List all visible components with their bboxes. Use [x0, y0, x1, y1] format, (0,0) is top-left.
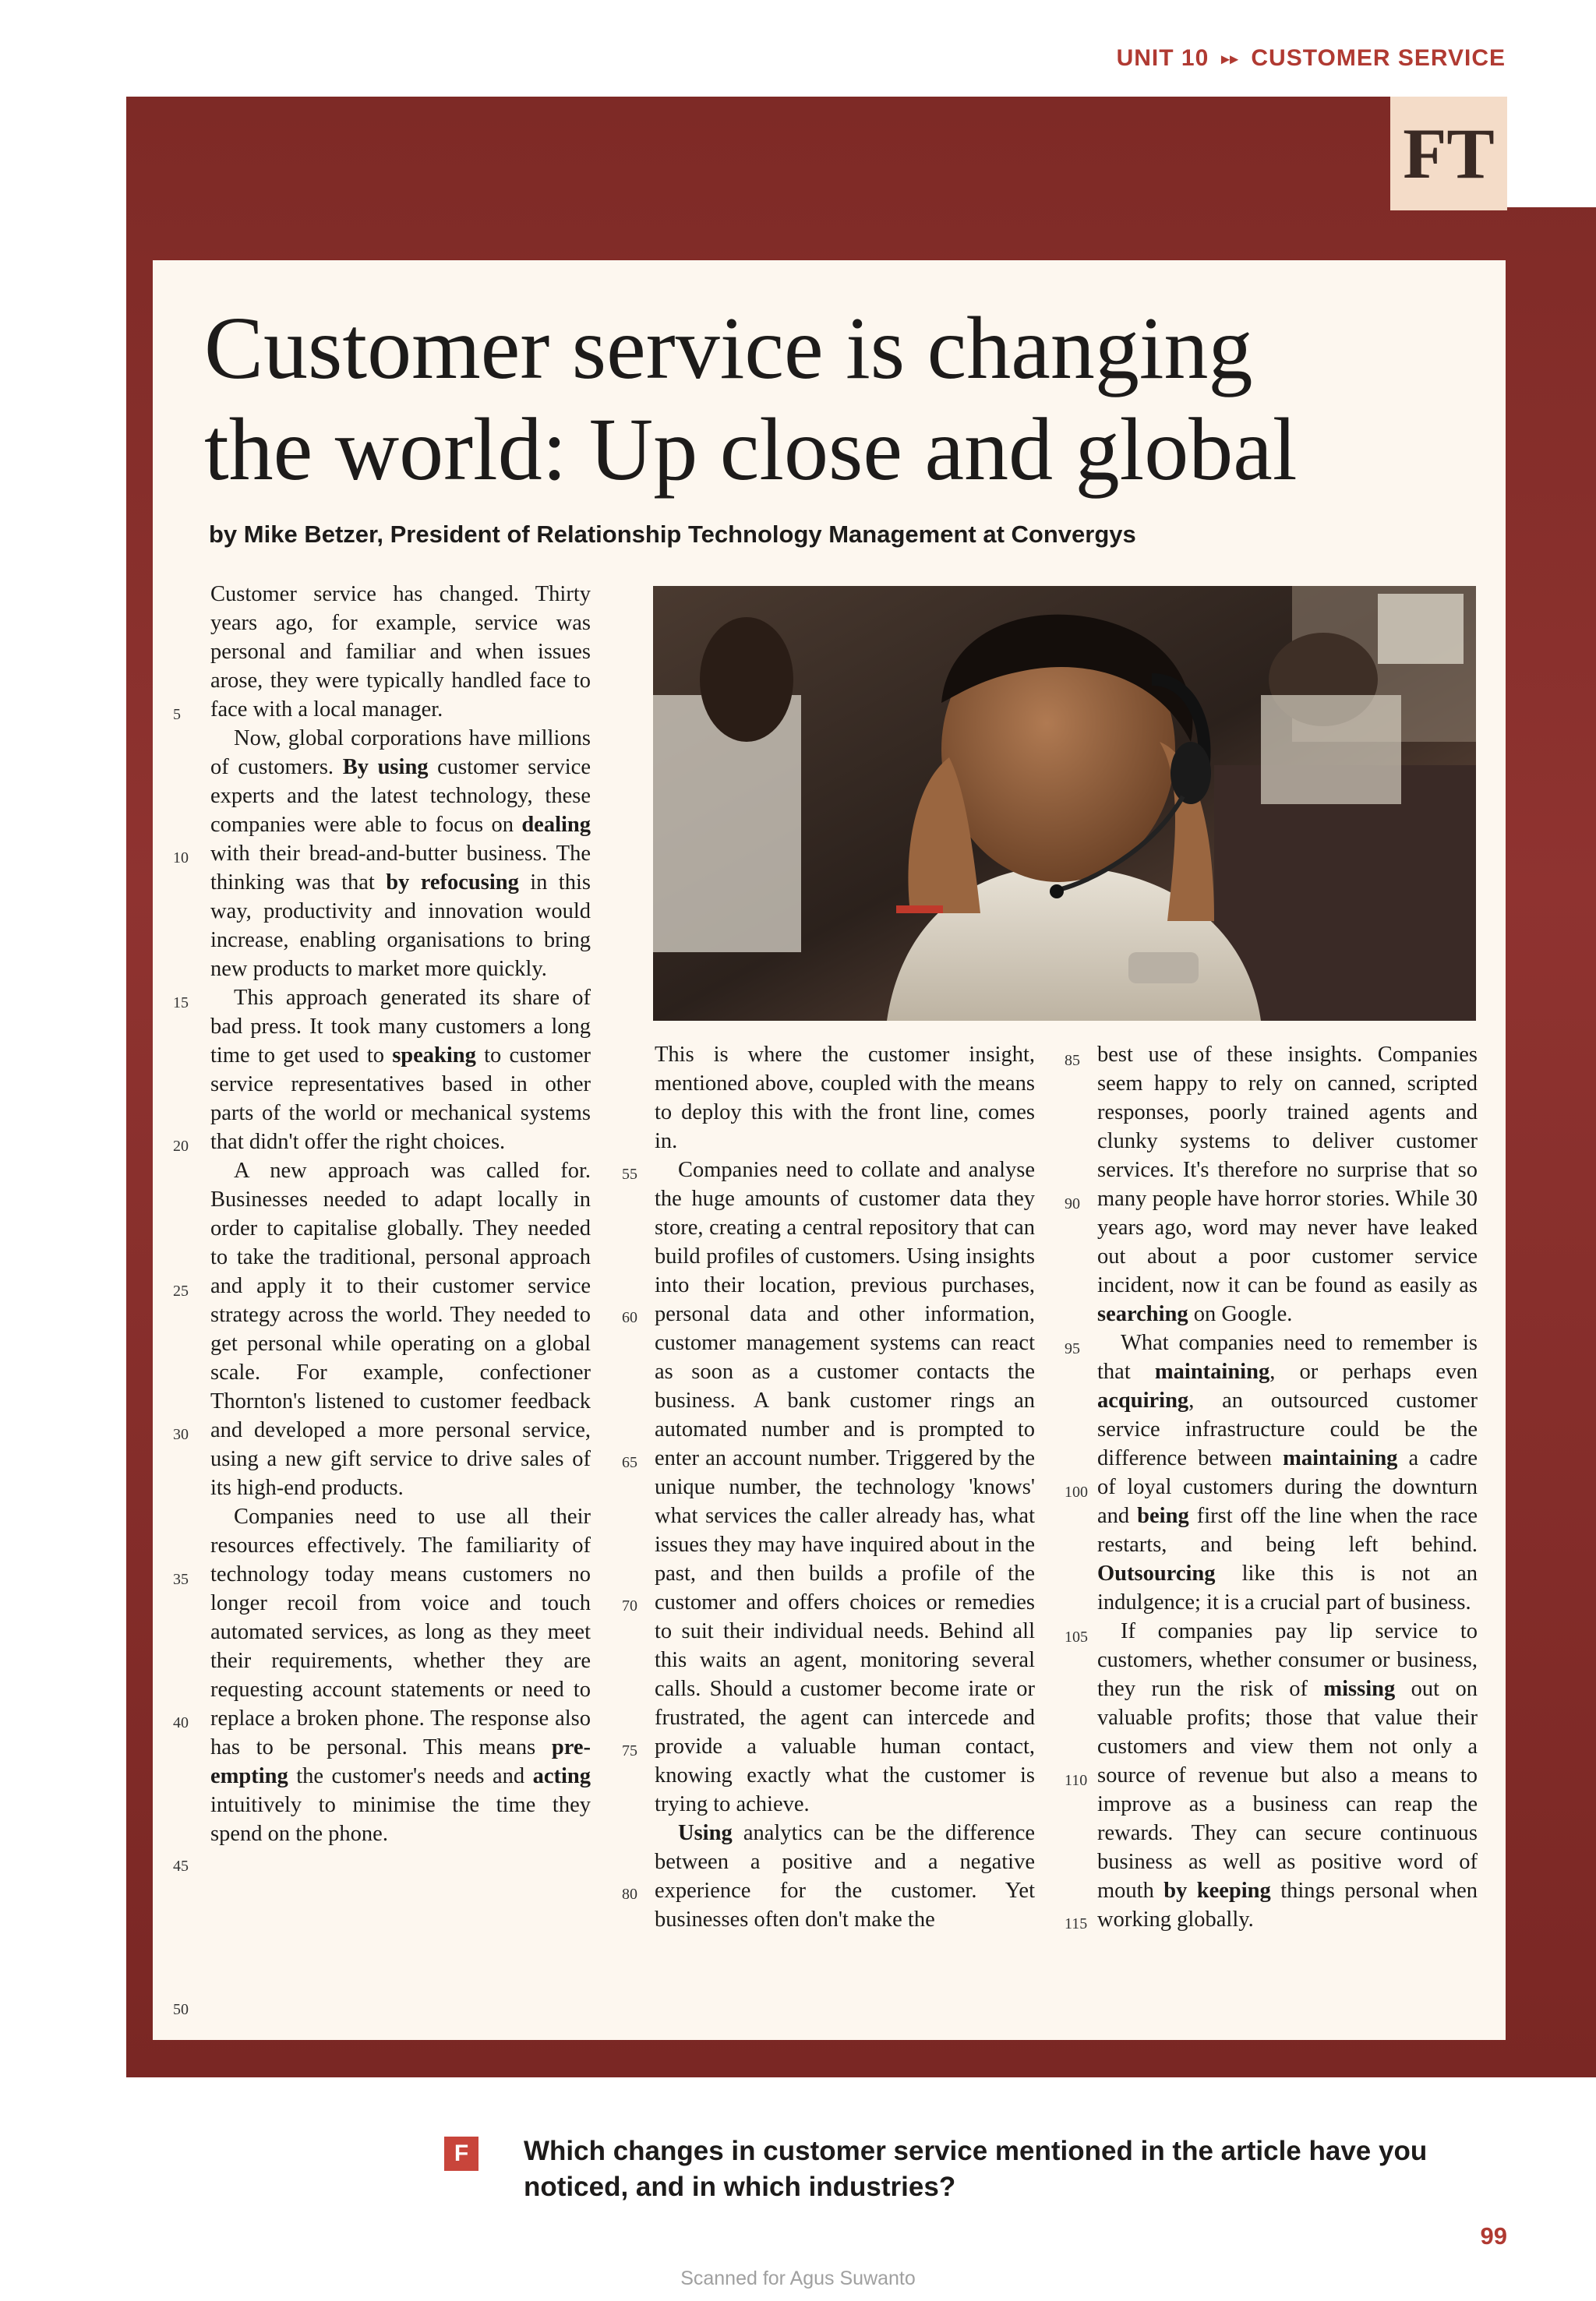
line-number: 65	[622, 1454, 637, 1471]
task-question: Which changes in customer service mentioned in the article have you noticed, and in which industries?	[524, 2136, 1428, 2202]
keyword-text: by keeping	[1163, 1879, 1271, 1903]
paragraph-text: the customer's needs and	[288, 1764, 533, 1788]
task-letter-badge: F	[444, 2137, 478, 2171]
keyword-text: being	[1137, 1504, 1189, 1528]
paragraph-text: Companies need to use all their resources effectively. The familiarity of technology today means customers no longer recoil from voice and touch automated services, as long as they meet their requirements, whether they are requesting account statements or need to replace a broken phone. The response also has to be personal. This means	[210, 1505, 591, 1759]
paragraph-text: to customer service representatives based in other parts of the world or mechanical systems that didn't offer the right choices.	[210, 1043, 591, 1154]
article-photo	[653, 586, 1476, 1021]
line-number: 30	[173, 1426, 189, 1443]
paragraph-text: A new approach was called for. Businesses needed to adapt locally in order to capitalise globally. They needed to take the traditional, personal approach and apply it to their customer service strategy across the world. They needed to get personal while operating on a global scale. For example, confectioner Thornton's listened to customer feedback and developed a more personal service, using a new gift service to drive sales of its high-end products.	[210, 1159, 591, 1500]
line-number: 115	[1065, 1915, 1088, 1932]
article-paragraph	[210, 1156, 591, 1502]
paragraph-text: in this way, productivity and innovation would increase, enabling organisations to bring new products to market more quickly.	[210, 870, 591, 981]
line-number: 60	[622, 1309, 637, 1326]
line-number: 35	[173, 1571, 189, 1588]
line-number: 90	[1065, 1195, 1080, 1212]
keyword-text: pre-empting	[210, 1735, 591, 1788]
line-number: 50	[173, 2001, 189, 2018]
line-number: 95	[1065, 1340, 1080, 1357]
frame-notch	[1507, 97, 1596, 207]
paragraph-text: This approach generated its share of bad press. It took many customers a long time to get used to	[210, 986, 591, 1068]
unit-header	[1117, 45, 1506, 72]
paragraph-text: customer service experts and the latest technology, these companies were able to focus on	[210, 755, 591, 837]
article-paragraph	[210, 1502, 591, 1848]
ft-badge: FT	[1390, 97, 1507, 210]
paragraph-text: out on valuable profits; those that value their customers and view them not only a source of revenue but also a means to improve as a business can reap the rewards. They can secure continuous business as well as positive word of mouth	[1097, 1677, 1478, 1903]
line-number: 10	[173, 849, 189, 866]
keyword-text: maintaining	[1283, 1446, 1398, 1470]
article-paragraph	[655, 1040, 1035, 1156]
article-column-3	[1097, 1040, 1478, 1934]
line-number: 85	[1065, 1052, 1080, 1069]
scan-watermark: Scanned for Agus Suwanto	[680, 2267, 916, 2289]
keyword-text: acquiring	[1097, 1389, 1189, 1413]
paragraph-text: What companies need to remember is that	[1097, 1331, 1478, 1384]
article-paragraph	[655, 1819, 1035, 1934]
line-number: 15	[173, 994, 189, 1011]
paragraph-text: , or perhaps even	[1269, 1360, 1478, 1384]
keyword-text: Outsourcing	[1097, 1562, 1216, 1586]
paragraph-text: like this is not an indulgence; it is a crucial part of business.	[1097, 1562, 1478, 1615]
title-line-1: Customer service is changing	[204, 298, 1253, 397]
title-line-2: the world: Up close and global	[204, 400, 1298, 499]
paragraph-text: with their bread-and-butter business. The thinking was that	[210, 842, 591, 895]
paragraph-text: things personal when working globally.	[1097, 1879, 1478, 1932]
paragraph-text: first off the line when the race restarts, and being left behind.	[1097, 1504, 1478, 1557]
paragraph-text: Now, global corporations have millions of customers.	[210, 726, 591, 779]
article-paragraph	[1097, 1617, 1478, 1934]
article-paragraph	[210, 724, 591, 983]
page-number: 99	[1480, 2222, 1507, 2250]
line-number: 5	[173, 706, 181, 723]
keyword-text: by refocusing	[386, 870, 519, 895]
paragraph-text: This is where the customer insight, mentioned above, coupled with the means to deploy this with the front line, comes in.	[655, 1043, 1035, 1153]
article-paragraph	[655, 1156, 1035, 1819]
keyword-text: missing	[1323, 1677, 1396, 1701]
keyword-text: By using	[342, 755, 429, 779]
line-number: 45	[173, 1858, 189, 1875]
article-column-1	[210, 580, 591, 1848]
line-number: 110	[1065, 1772, 1088, 1789]
line-number: 75	[622, 1742, 637, 1759]
line-number: 80	[622, 1886, 637, 1903]
article-column-2	[655, 1040, 1035, 1934]
line-number: 40	[173, 1714, 189, 1731]
paragraph-text: If companies pay lip service to customers, whether consumer or business, they run the risk of	[1097, 1619, 1478, 1701]
article-paragraph	[210, 983, 591, 1156]
paragraph-text: , an outsourced customer service infrastructure could be the difference between	[1097, 1389, 1478, 1470]
paragraph-text: intuitively to minimise the time they spend on the phone.	[210, 1793, 591, 1846]
keyword-text: speaking	[392, 1043, 476, 1068]
line-number: 55	[622, 1166, 637, 1183]
article-paragraph	[1097, 1040, 1478, 1329]
paragraph-text: a cadre of loyal customers during the downturn and	[1097, 1446, 1478, 1528]
line-number: 20	[173, 1138, 189, 1155]
double-arrow-icon: ▸▸	[1221, 51, 1239, 68]
article-byline: by Mike Betzer, President of Relationship Technology Management at Convergys	[209, 521, 1136, 548]
keyword-text: maintaining	[1154, 1360, 1270, 1384]
article-title	[204, 298, 1482, 500]
paragraph-text: on Google.	[1188, 1302, 1293, 1326]
article-paragraph	[1097, 1329, 1478, 1617]
section-label: CUSTOMER SERVICE	[1251, 45, 1506, 71]
unit-label: UNIT 10	[1116, 45, 1209, 71]
line-number: 100	[1065, 1484, 1088, 1501]
line-number: 70	[622, 1597, 637, 1615]
paragraph-text: analytics can be the difference between a positive and a negative experience for the customer. Yet businesses often don't make the	[655, 1821, 1035, 1932]
keyword-text: Using	[678, 1821, 733, 1845]
article-paragraph	[210, 580, 591, 724]
paragraph-text: Customer service has changed. Thirty years ago, for example, service was personal and familiar and when issues arose, they were typically handled face to face with a local manager.	[210, 582, 591, 722]
keyword-text: searching	[1097, 1302, 1188, 1326]
paragraph-text: Companies need to collate and analyse the huge amounts of customer data they store, creating a central repository that can build profiles of customers. Using insights into their location, previous purchases, personal data and other information, customer management systems can react as soon as a customer contacts the business. A bank customer rings an automated number and is prompted to enter an account number. Triggered by the unique number, the technology 'knows' what services the caller already has, what issues they may have inquired about in the past, and then builds a profile of the customer and offers choices or remedies to suit their individual needs. Behind all this waits an agent, monitoring several calls. Should a customer become irate or frustrated, the agent can intercede and provide a valuable human contact, knowing exactly what the customer is trying to achieve.	[655, 1158, 1035, 1816]
keyword-text: dealing	[521, 813, 591, 837]
keyword-text: acting	[532, 1764, 591, 1788]
paragraph-text: best use of these insights. Companies seem happy to rely on canned, scripted responses, poorly trained agents and clunky systems to deliver customer services. It's therefore no surprise that so many people have horror stories. While 30 years ago, word may never have leaked out about a poor customer service incident, now it can be found as easily as	[1097, 1043, 1478, 1297]
line-number: 25	[173, 1283, 189, 1300]
line-number: 105	[1065, 1629, 1088, 1646]
